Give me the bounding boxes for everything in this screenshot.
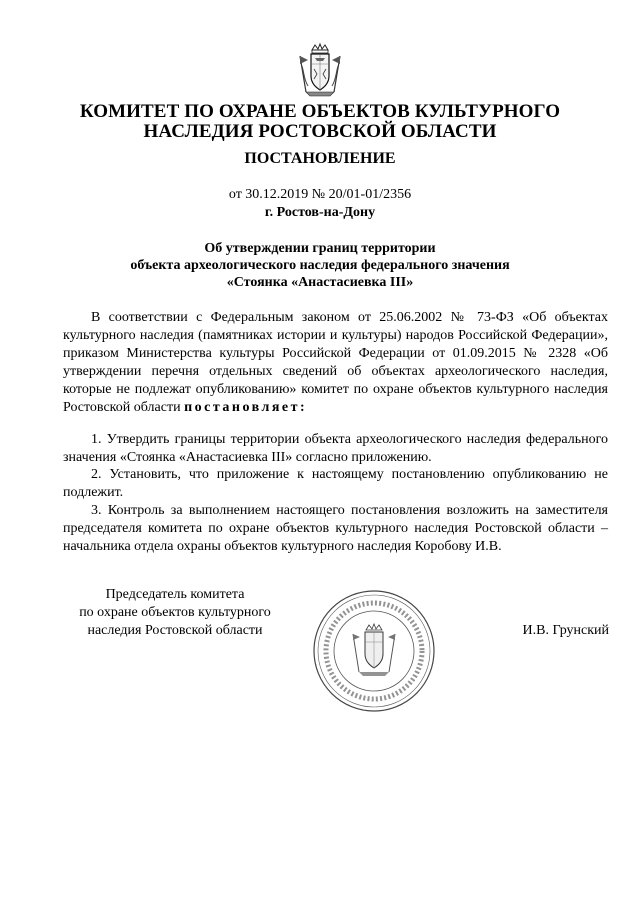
- subject-line-2: объекта археологического наследия федерального значения: [130, 258, 510, 273]
- signer-position-line-3: наследия Ростовской области: [87, 623, 263, 638]
- signer-position: [60, 586, 290, 640]
- subject-line-1: Об утверждении границ территории: [204, 241, 436, 256]
- decree-item-2: 2. Установить, что приложение к настоящему постановлению опубликованию не подлежит.: [63, 467, 608, 500]
- org-title-line-1: КОМИТЕТ ПО ОХРАНЕ ОБЪЕКТОВ КУЛЬТУРНОГО: [79, 101, 561, 122]
- decree-word: постановляет:: [184, 400, 308, 415]
- decree-item-3: 3. Контроль за выполнением настоящего постановления возложить на заместителя председателя комитета по охране объектов культурного наследия Ростовской области – начальника отдела охраны объектов культурного наследия Коробову И.В.: [63, 503, 608, 554]
- date-number: от 30.12.2019 № 20/01-01/2356: [228, 187, 412, 202]
- signer-name: И.В. Грунский: [522, 623, 609, 638]
- city: г. Ростов-на-Дону: [264, 205, 376, 220]
- preamble-paragraph: [63, 309, 608, 417]
- coat-of-arms-icon: [296, 42, 344, 98]
- document-type: ПОСТАНОВЛЕНИЕ: [244, 150, 396, 167]
- official-seal-icon: [311, 588, 437, 714]
- decree-item-1: 1. Утвердить границы территории объекта археологического наследия федерального значения «Стоянка «Анастасиевка III» согласно приложению.: [63, 432, 608, 465]
- signer-position-line-2: по охране объектов культурного: [79, 605, 271, 620]
- signer-position-line-1: Председатель комитета: [105, 587, 245, 602]
- subject-line-3: «Стоянка «Анастасиевка III»: [226, 275, 414, 290]
- preamble-text: В соответствии с Федеральным законом от 25.06.2002 № 73-ФЗ «Об объектах культурного наследия (памятниках истории и культуры) народов Российской Федерации», приказом Министерства культуры Российской Федерации от 01.09.2015 № 2328 «Об утверждении перечня отдельных сведений об объектах археологического наследия, которые не подлежат опубликованию» комитет по охране объектов культурного наследия Ростовской области: [63, 310, 608, 415]
- org-title-line-2: НАСЛЕДИЯ РОСТОВСКОЙ ОБЛАСТИ: [143, 121, 497, 142]
